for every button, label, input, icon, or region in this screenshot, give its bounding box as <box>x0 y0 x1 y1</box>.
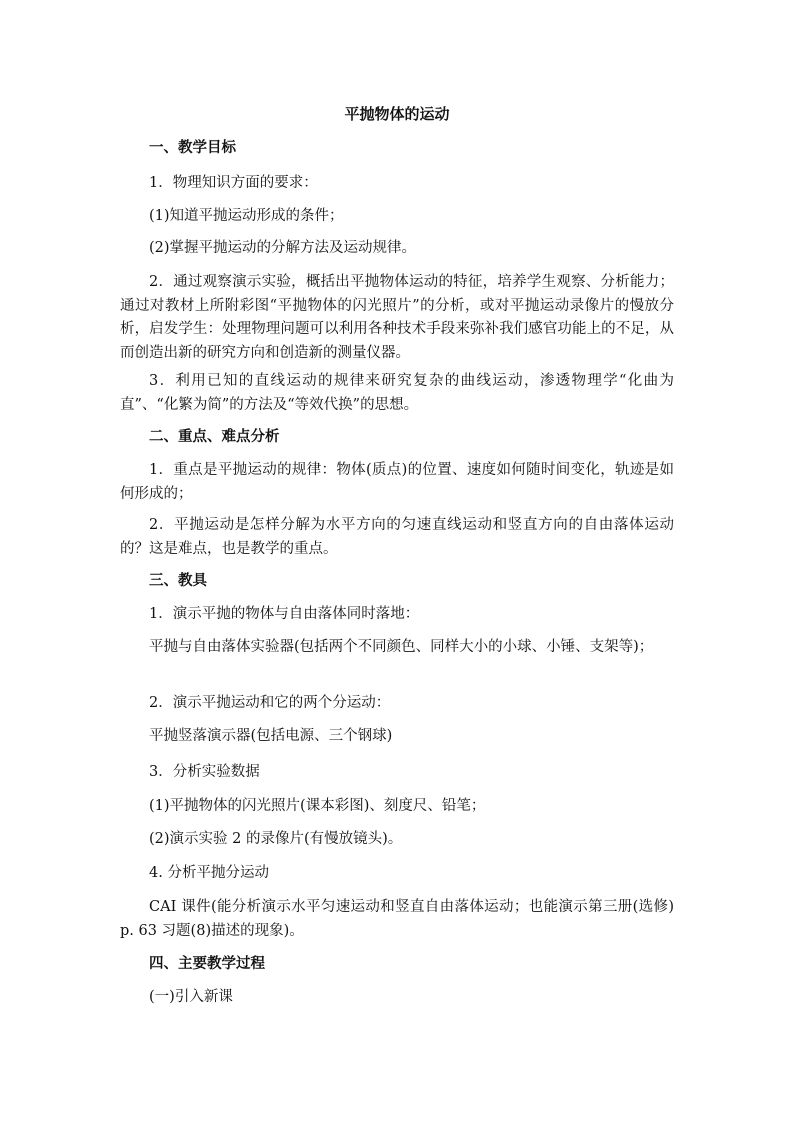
paragraph: 平抛与自由落体实验器(包括两个不同颜色、同样大小的小球、小锤、支架等)； <box>149 639 654 655</box>
paragraph: (2)掌握平抛运动的分解方法及运动规律。 <box>149 240 417 256</box>
paragraph: 4. 分析平抛分运动 <box>149 865 269 881</box>
heading-equipment: 三、教具 <box>149 572 207 589</box>
paragraph: (一)引入新课 <box>149 989 233 1005</box>
paragraph: 1．物理知识方面的要求： <box>149 175 318 191</box>
paragraph: (1)平抛物体的闪光照片(课本彩图)、刻度尺、铅笔； <box>149 798 486 814</box>
heading-key-points: 二、重点、难点分析 <box>149 428 280 445</box>
paragraph: 平抛竖落演示器(包括电源、三个钢球) <box>149 728 393 744</box>
paragraph: CAI 课件(能分析演示水平匀速运动和竖直自由落体运动；也能演示第三册(选修) p. 63 习题(8)描述的现象)。 <box>120 899 674 939</box>
paragraph: 2．平抛运动是怎样分解为水平方向的匀速直线运动和竖直方向的自由落体运动的？这是难点，也是教学的重点。 <box>120 517 674 557</box>
paragraph: (2)演示实验 2 的录像片(有慢放镜头)。 <box>149 831 403 847</box>
paragraph: (1)知道平抛运动形成的条件； <box>149 208 344 224</box>
paragraph: 3．分析实验数据 <box>149 764 260 780</box>
document-title: 平抛物体的运动 <box>344 105 450 123</box>
paragraph: 3．利用已知的直线运动的规律来研究复杂的曲线运动，渗透物理学“化曲为直”、“化繁为简”的方法及“等效代换”的思想。 <box>120 373 674 413</box>
paragraph: 2．通过观察演示实验，概括出平抛物体运动的特征，培养学生观察、分析能力；通过对教材上所附彩图“平抛物体的闪光照片”的分析，或对平抛运动录像片的慢放分析，启发学生：处理物理问题可以利用各种技术手段来弥补我们感官功能上的不足，从而创造出新的研究方向和创造新的测量仪器。 <box>120 274 674 361</box>
paragraph: 2．演示平抛运动和它的两个分运动： <box>149 695 391 711</box>
paragraph: 1．演示平抛的物体与自由落体同时落地： <box>149 606 420 622</box>
paragraph: 1．重点是平抛运动的规律：物体(质点)的位置、速度如何随时间变化，轨迹是如何形成的； <box>120 462 674 502</box>
heading-teaching-process: 四、主要教学过程 <box>149 955 265 972</box>
heading-teaching-goals: 一、教学目标 <box>149 139 236 156</box>
